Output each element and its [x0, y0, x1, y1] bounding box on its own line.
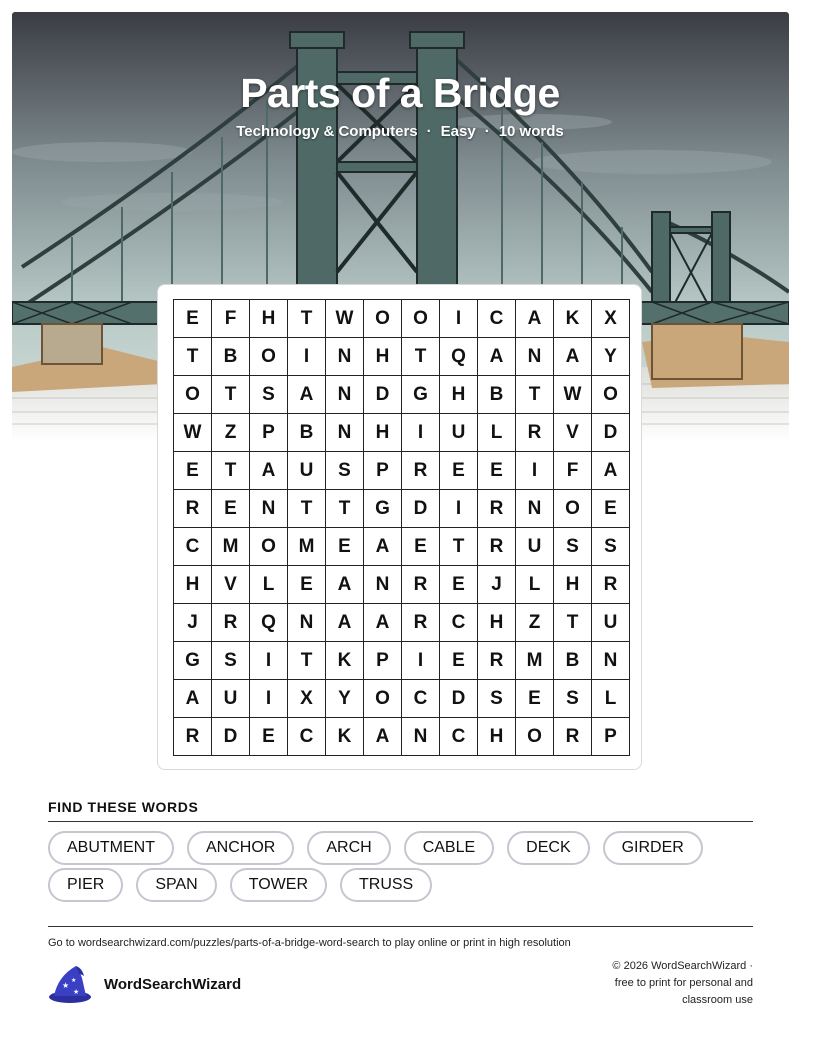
grid-cell[interactable]: A	[554, 338, 592, 376]
svg-text:★: ★	[71, 977, 77, 984]
grid-cell[interactable]: H	[478, 718, 516, 756]
grid-cell[interactable]: E	[288, 566, 326, 604]
footer-divider	[48, 926, 753, 927]
grid-cell[interactable]: L	[516, 566, 554, 604]
grid-cell[interactable]: K	[554, 300, 592, 338]
grid-cell[interactable]: T	[174, 338, 212, 376]
heading-divider	[48, 821, 753, 822]
grid-cell[interactable]: L	[478, 414, 516, 452]
copyright-line: classroom use	[682, 994, 753, 1006]
word-pill: ANCHOR	[187, 831, 294, 865]
grid-cell[interactable]: C	[440, 604, 478, 642]
grid-cell[interactable]: N	[250, 490, 288, 528]
grid-cell[interactable]: A	[364, 604, 402, 642]
grid-cell[interactable]: N	[288, 604, 326, 642]
grid-cell[interactable]: S	[554, 528, 592, 566]
grid-cell[interactable]: A	[478, 338, 516, 376]
grid-cell[interactable]: R	[554, 718, 592, 756]
grid-cell[interactable]: D	[364, 376, 402, 414]
grid-cell[interactable]: E	[478, 452, 516, 490]
grid-cell[interactable]: R	[212, 604, 250, 642]
grid-cell[interactable]: Y	[592, 338, 630, 376]
grid-cell[interactable]: R	[402, 604, 440, 642]
grid-cell[interactable]: B	[212, 338, 250, 376]
grid-cell[interactable]: V	[554, 414, 592, 452]
letter-grid	[173, 299, 630, 756]
page-title: Parts of a Bridge	[240, 70, 560, 116]
page-subtitle	[0, 123, 800, 140]
grid-cell[interactable]: B	[288, 414, 326, 452]
separator-dot: ·	[426, 123, 432, 140]
grid-cell[interactable]: T	[402, 338, 440, 376]
grid-cell[interactable]: M	[288, 528, 326, 566]
grid-cell[interactable]: E	[174, 300, 212, 338]
grid-cell[interactable]: A	[364, 528, 402, 566]
grid-cell[interactable]: H	[174, 566, 212, 604]
grid-cell[interactable]: T	[288, 490, 326, 528]
word-pill: DECK	[507, 831, 589, 865]
grid-cell[interactable]: A	[250, 452, 288, 490]
grid-cell[interactable]: U	[212, 680, 250, 718]
grid-cell[interactable]: N	[326, 376, 364, 414]
grid-cell[interactable]: T	[554, 604, 592, 642]
word-pill: TRUSS	[340, 868, 432, 902]
grid-cell[interactable]: E	[326, 528, 364, 566]
grid-cell[interactable]: K	[326, 718, 364, 756]
grid-cell[interactable]: N	[326, 338, 364, 376]
grid-cell[interactable]: A	[326, 566, 364, 604]
grid-cell[interactable]: C	[478, 300, 516, 338]
grid-cell[interactable]: R	[478, 490, 516, 528]
grid-cell[interactable]: N	[364, 566, 402, 604]
grid-cell[interactable]: Q	[440, 338, 478, 376]
grid-cell[interactable]: T	[516, 376, 554, 414]
grid-cell[interactable]: Y	[326, 680, 364, 718]
svg-text:★: ★	[62, 981, 70, 990]
word-pill: SPAN	[136, 868, 216, 902]
grid-cell[interactable]: R	[592, 566, 630, 604]
grid-cell[interactable]: D	[440, 680, 478, 718]
grid-cell[interactable]: M	[212, 528, 250, 566]
brand-logo[interactable]	[46, 964, 241, 1004]
grid-cell[interactable]: L	[250, 566, 288, 604]
grid-cell[interactable]: E	[440, 566, 478, 604]
copyright-line: © 2026 WordSearchWizard ·	[612, 960, 753, 972]
grid-cell[interactable]: A	[288, 376, 326, 414]
grid-cell[interactable]: I	[402, 414, 440, 452]
grid-cell[interactable]: U	[288, 452, 326, 490]
word-pill: CABLE	[404, 831, 494, 865]
grid-cell[interactable]: A	[174, 680, 212, 718]
grid-cell[interactable]: M	[516, 642, 554, 680]
grid-cell[interactable]: P	[364, 452, 402, 490]
word-pill: ABUTMENT	[48, 831, 174, 865]
grid-cell[interactable]: O	[402, 300, 440, 338]
separator-dot: ·	[484, 123, 490, 140]
word-list	[48, 831, 768, 902]
grid-cell[interactable]: O	[592, 376, 630, 414]
grid-cell[interactable]: E	[592, 490, 630, 528]
grid-cell[interactable]: E	[402, 528, 440, 566]
category-label: Technology & Computers	[236, 123, 418, 140]
grid-cell[interactable]: T	[326, 490, 364, 528]
word-list-heading: FIND THESE WORDS	[48, 799, 199, 815]
grid-cell[interactable]: W	[326, 300, 364, 338]
copyright-notice	[553, 958, 753, 1009]
grid-cell[interactable]: O	[554, 490, 592, 528]
copyright-line: free to print for personal and	[614, 977, 753, 989]
grid-cell[interactable]: T	[288, 300, 326, 338]
grid-cell[interactable]: R	[516, 414, 554, 452]
word-pill: PIER	[48, 868, 123, 902]
grid-cell[interactable]: I	[250, 642, 288, 680]
grid-cell[interactable]: T	[212, 376, 250, 414]
grid-cell[interactable]: O	[364, 680, 402, 718]
grid-cell[interactable]: D	[212, 718, 250, 756]
grid-cell[interactable]: P	[592, 718, 630, 756]
word-pill: TOWER	[230, 868, 327, 902]
grid-cell[interactable]: R	[174, 490, 212, 528]
grid-cell[interactable]: B	[554, 642, 592, 680]
grid-cell[interactable]: H	[478, 604, 516, 642]
grid-cell[interactable]: O	[516, 718, 554, 756]
grid-cell[interactable]: D	[402, 490, 440, 528]
word-pill: GIRDER	[603, 831, 703, 865]
grid-cell[interactable]: V	[212, 566, 250, 604]
grid-cell[interactable]: F	[554, 452, 592, 490]
grid-cell[interactable]: C	[288, 718, 326, 756]
grid-cell[interactable]: A	[592, 452, 630, 490]
grid-cell[interactable]: J	[478, 566, 516, 604]
grid-cell[interactable]: R	[174, 718, 212, 756]
brand-name: WordSearchWizard	[104, 975, 242, 993]
grid-cell[interactable]: U	[440, 414, 478, 452]
grid-cell[interactable]: T	[288, 642, 326, 680]
grid-cell[interactable]: R	[402, 566, 440, 604]
grid-cell[interactable]: C	[402, 680, 440, 718]
grid-cell[interactable]: I	[516, 452, 554, 490]
grid-cell[interactable]: R	[478, 642, 516, 680]
grid-cell[interactable]: D	[592, 414, 630, 452]
grid-cell[interactable]: N	[516, 490, 554, 528]
grid-cell[interactable]: I	[250, 680, 288, 718]
grid-cell[interactable]: S	[554, 680, 592, 718]
puzzle-card	[157, 284, 642, 770]
grid-cell[interactable]: R	[478, 528, 516, 566]
grid-cell[interactable]: Z	[212, 414, 250, 452]
grid-cell[interactable]: W	[174, 414, 212, 452]
grid-cell[interactable]: I	[402, 642, 440, 680]
grid-cell[interactable]: H	[440, 376, 478, 414]
grid-cell[interactable]: S	[326, 452, 364, 490]
grid-cell[interactable]: E	[250, 718, 288, 756]
grid-cell[interactable]: I	[288, 338, 326, 376]
grid-cell[interactable]: P	[364, 642, 402, 680]
word-pill: ARCH	[307, 831, 390, 865]
grid-cell[interactable]: C	[174, 528, 212, 566]
grid-cell[interactable]: S	[592, 528, 630, 566]
grid-cell[interactable]: A	[326, 604, 364, 642]
grid-cell[interactable]: H	[554, 566, 592, 604]
grid-cell[interactable]: H	[364, 414, 402, 452]
grid-cell[interactable]: X	[592, 300, 630, 338]
word-count-label: 10 words	[498, 123, 564, 140]
grid-cell[interactable]: O	[250, 338, 288, 376]
grid-cell[interactable]: S	[212, 642, 250, 680]
grid-cell[interactable]: G	[174, 642, 212, 680]
grid-cell[interactable]: H	[250, 300, 288, 338]
grid-cell[interactable]: T	[212, 452, 250, 490]
grid-cell[interactable]: X	[288, 680, 326, 718]
wizard-hat-icon	[46, 964, 92, 1004]
grid-cell[interactable]: Z	[516, 604, 554, 642]
difficulty-label: Easy	[440, 123, 476, 140]
grid-cell[interactable]: N	[326, 414, 364, 452]
grid-cell[interactable]: L	[592, 680, 630, 718]
grid-cell[interactable]: A	[516, 300, 554, 338]
grid-cell[interactable]: H	[364, 338, 402, 376]
grid-cell[interactable]: G	[402, 376, 440, 414]
grid-cell[interactable]: E	[440, 452, 478, 490]
grid-cell[interactable]: C	[440, 718, 478, 756]
grid-cell[interactable]: T	[440, 528, 478, 566]
grid-cell[interactable]: I	[440, 300, 478, 338]
grid-cell[interactable]: E	[440, 642, 478, 680]
grid-cell[interactable]: E	[174, 452, 212, 490]
grid-cell[interactable]: G	[364, 490, 402, 528]
grid-cell[interactable]: O	[364, 300, 402, 338]
grid-cell[interactable]: Q	[250, 604, 288, 642]
grid-cell[interactable]: O	[174, 376, 212, 414]
grid-cell[interactable]: S	[478, 680, 516, 718]
grid-cell[interactable]: N	[592, 642, 630, 680]
grid-cell[interactable]: R	[402, 452, 440, 490]
grid-cell[interactable]: K	[326, 642, 364, 680]
grid-cell[interactable]: B	[478, 376, 516, 414]
grid-cell[interactable]: F	[212, 300, 250, 338]
grid-cell[interactable]: I	[440, 490, 478, 528]
grid-cell[interactable]: W	[554, 376, 592, 414]
grid-cell[interactable]: N	[516, 338, 554, 376]
grid-cell[interactable]: E	[516, 680, 554, 718]
play-online-note: Go to wordsearchwizard.com/puzzles/parts-of-a-bridge-word-search to play online or print in high resolution	[48, 937, 571, 949]
grid-cell[interactable]: A	[364, 718, 402, 756]
grid-cell[interactable]: S	[250, 376, 288, 414]
grid-cell[interactable]: N	[402, 718, 440, 756]
grid-cell[interactable]: O	[250, 528, 288, 566]
svg-text:★: ★	[73, 988, 80, 996]
grid-cell[interactable]: U	[516, 528, 554, 566]
grid-cell[interactable]: U	[592, 604, 630, 642]
grid-cell[interactable]: J	[174, 604, 212, 642]
grid-cell[interactable]: E	[212, 490, 250, 528]
grid-cell[interactable]: P	[250, 414, 288, 452]
